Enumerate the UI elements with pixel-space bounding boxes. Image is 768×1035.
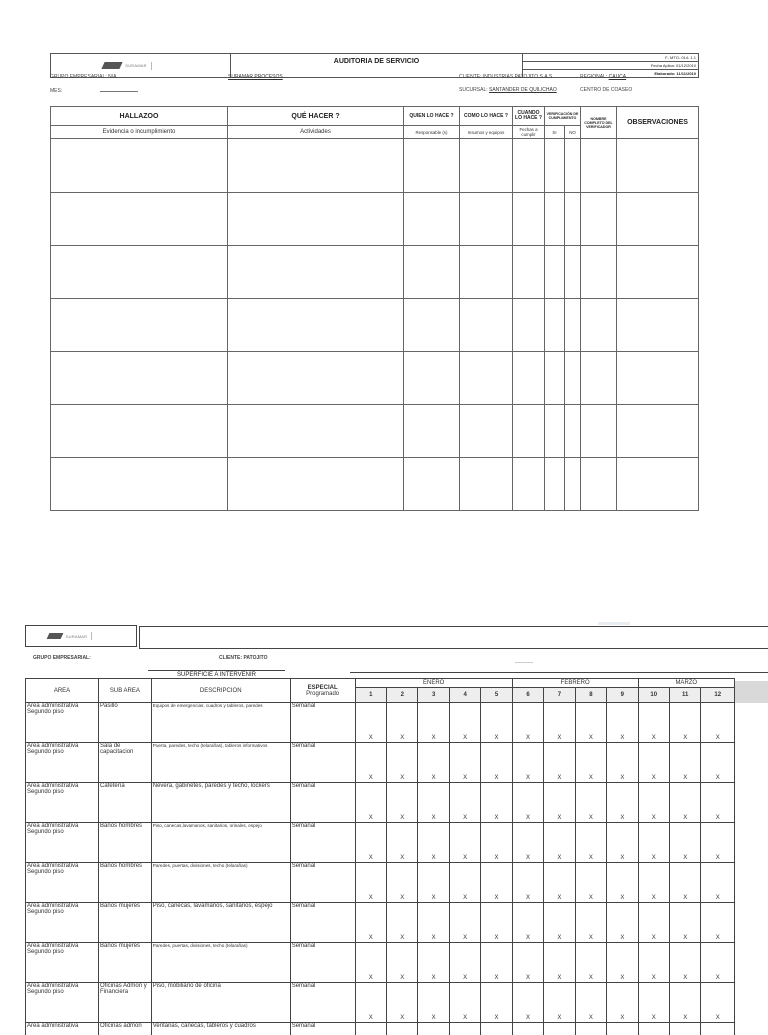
audit-cell-fechas[interactable] xyxy=(513,299,545,352)
schedule-description: Equipos de emergencias, cuadros y tableros, paredes xyxy=(151,703,290,743)
schedule-mark[interactable]: X xyxy=(449,783,480,823)
month-enero: ENERO xyxy=(355,679,512,688)
schedule-mark[interactable]: X xyxy=(669,743,700,783)
schedule-row xyxy=(26,983,735,1023)
schedule-area: Área administrativa Segundo piso xyxy=(26,983,99,1023)
schedule-mark[interactable] xyxy=(512,1023,543,1035)
audit-cell-si[interactable] xyxy=(545,139,565,193)
audit-cell-insumos[interactable] xyxy=(460,193,513,246)
schedule-mark[interactable]: X xyxy=(575,863,606,903)
col-que-hacer: QUÉ HACER ? xyxy=(228,107,404,126)
schedule-mark[interactable]: X xyxy=(701,863,735,903)
sub-evidencia: Evidencia o incumplimiento xyxy=(51,126,228,139)
schedule-description: Piso, mobiliario de oficina xyxy=(151,983,290,1023)
col-verificacion: VERIFICACIÓN DE CUMPLIMIENTO xyxy=(545,107,581,126)
schedule-frequency: Semanal xyxy=(290,863,355,903)
audit-cell-verificador[interactable] xyxy=(581,299,617,352)
audit-cell-no[interactable] xyxy=(565,193,581,246)
schedule-mark[interactable]: X xyxy=(387,943,418,983)
logo-wordmark: SURAMAR xyxy=(125,63,147,68)
audit-cell-observaciones[interactable] xyxy=(617,246,699,299)
schedule-mark[interactable]: X xyxy=(387,703,418,743)
schedule-title-box xyxy=(139,626,768,649)
schedule-mark[interactable]: X xyxy=(512,703,543,743)
logo-icon xyxy=(102,62,123,69)
audit-cell-no[interactable] xyxy=(565,246,581,299)
schedule-client-label: CLIENTE: PATOJITO xyxy=(219,655,268,661)
schedule-mark[interactable]: X xyxy=(638,903,669,943)
audit-cell-verificador[interactable] xyxy=(581,405,617,458)
audit-cell-insumos[interactable] xyxy=(460,246,513,299)
audit-row xyxy=(51,299,699,352)
schedule-mark[interactable]: X xyxy=(669,983,700,1023)
schedule-logo-wordmark: SURAMAR xyxy=(65,633,88,639)
audit-cell-si[interactable] xyxy=(545,193,565,246)
audit-cell-responsable[interactable] xyxy=(404,352,460,405)
schedule-mark[interactable]: X xyxy=(387,863,418,903)
schedule-mark[interactable]: X xyxy=(544,743,575,783)
schedule-mark[interactable]: X xyxy=(387,823,418,863)
schedule-mark[interactable]: X xyxy=(669,903,700,943)
schedule-mark[interactable]: X xyxy=(449,743,480,783)
month-febrero: FEBRERO xyxy=(512,679,638,688)
schedule-description: Ventanas, canecas, tableros y cuadros xyxy=(151,1023,290,1035)
schedule-area: Área administrativa Segundo piso xyxy=(26,703,99,743)
schedule-mark[interactable]: X xyxy=(418,783,449,823)
schedule-mark[interactable]: X xyxy=(575,783,606,823)
schedule-mark[interactable]: X xyxy=(701,903,735,943)
schedule-mark[interactable]: X xyxy=(355,743,386,783)
schedule-sub-area: Cafetería xyxy=(99,783,152,823)
schedule-header xyxy=(25,625,137,647)
schedule-mark[interactable]: X xyxy=(481,903,512,943)
schedule-mark[interactable]: X xyxy=(481,863,512,903)
schedule-mark[interactable]: X xyxy=(449,823,480,863)
audit-cell-actividades[interactable] xyxy=(228,139,404,193)
schedule-mark[interactable]: X xyxy=(355,983,386,1023)
schedule-description: Paredes, puertas, divisiones, techo (telarañas) xyxy=(151,863,290,903)
applied-date: Fecha Aplica: 01/12/2010 xyxy=(523,62,698,70)
col-hallazgo: HALLAZOO xyxy=(51,107,228,126)
schedule-mark[interactable] xyxy=(355,1023,386,1035)
schedule-mark[interactable]: X xyxy=(701,703,735,743)
audit-cell-fechas[interactable] xyxy=(513,193,545,246)
audit-cell-fechas[interactable] xyxy=(513,458,545,511)
schedule-mark[interactable]: X xyxy=(544,903,575,943)
audit-cell-responsable[interactable] xyxy=(404,139,460,193)
schedule-mark[interactable]: X xyxy=(512,783,543,823)
schedule-row xyxy=(26,823,735,863)
schedule-row xyxy=(26,943,735,983)
month-label: MES: xyxy=(50,88,63,94)
schedule-row xyxy=(26,703,735,743)
header-highlight xyxy=(598,622,630,625)
schedule-mark[interactable]: X xyxy=(701,823,735,863)
schedule-mark[interactable]: X xyxy=(638,863,669,903)
schedule-mark[interactable]: X xyxy=(418,863,449,903)
schedule-description: Nevera, gabinetes, paredes y techo, lockers xyxy=(151,783,290,823)
cost-center-field xyxy=(580,87,632,93)
week-number: 8 xyxy=(575,688,606,703)
audit-row xyxy=(51,139,699,193)
schedule-description: Puerta, paredes, techo (telarañas), tableros informativos xyxy=(151,743,290,783)
audit-cell-hallazgo[interactable] xyxy=(51,246,228,299)
header-sub-area: SUB AREA xyxy=(99,679,152,703)
schedule-sub-area: Pasillo xyxy=(99,703,152,743)
schedule-sub-area: Baños mujeres xyxy=(99,943,152,983)
schedule-mark[interactable]: X xyxy=(575,743,606,783)
sub-si: SI xyxy=(545,126,565,139)
schedule-area: Área administrativa Segundo piso xyxy=(26,863,99,903)
schedule-mark[interactable]: X xyxy=(701,983,735,1023)
schedule-logo-cell xyxy=(26,626,137,647)
schedule-mark[interactable]: X xyxy=(701,743,735,783)
process-label xyxy=(228,74,283,80)
audit-row xyxy=(51,193,699,246)
schedule-frequency: Semanal xyxy=(290,703,355,743)
document-code: F- MTO- 014- 1.1 xyxy=(523,54,698,62)
schedule-mark[interactable]: X xyxy=(418,743,449,783)
audit-cell-verificador[interactable] xyxy=(581,193,617,246)
month-blank[interactable] xyxy=(100,87,138,92)
schedule-table xyxy=(25,678,735,1035)
audit-cell-si[interactable] xyxy=(545,246,565,299)
audit-cell-insumos[interactable] xyxy=(460,458,513,511)
schedule-mark[interactable]: X xyxy=(575,983,606,1023)
header-area: AREA xyxy=(26,679,99,703)
week-number: 9 xyxy=(607,688,638,703)
schedule-frequency: Semanal xyxy=(290,1023,355,1035)
schedule-mark[interactable]: X xyxy=(669,823,700,863)
schedule-area: Área administrativa xyxy=(26,1023,99,1035)
col-como: COMO LO HACE ? xyxy=(460,107,513,126)
month-field xyxy=(50,87,138,94)
divider-line xyxy=(515,662,533,663)
audit-row xyxy=(51,352,699,405)
schedule-mark[interactable]: X xyxy=(355,703,386,743)
schedule-mark[interactable]: X xyxy=(607,743,638,783)
sub-actividades: Actividades xyxy=(228,126,404,139)
schedule-frequency: Semanal xyxy=(290,983,355,1023)
audit-cell-actividades[interactable] xyxy=(228,405,404,458)
month-marzo: MARZO xyxy=(638,679,734,688)
schedule-mark[interactable]: X xyxy=(544,823,575,863)
schedule-sheet xyxy=(25,625,768,1029)
schedule-mark[interactable]: X xyxy=(355,823,386,863)
schedule-mark[interactable] xyxy=(638,1023,669,1035)
schedule-mark[interactable]: X xyxy=(481,983,512,1023)
audit-cell-si[interactable] xyxy=(545,352,565,405)
schedule-mark[interactable]: X xyxy=(449,943,480,983)
audit-cell-responsable[interactable] xyxy=(404,458,460,511)
schedule-mark[interactable]: X xyxy=(387,983,418,1023)
schedule-mark[interactable]: X xyxy=(449,903,480,943)
schedule-mark[interactable] xyxy=(669,1023,700,1035)
week-number: 11 xyxy=(669,688,700,703)
schedule-mark[interactable]: X xyxy=(575,943,606,983)
audit-cell-no[interactable] xyxy=(565,352,581,405)
header-especial xyxy=(290,679,355,703)
schedule-mark[interactable]: X xyxy=(701,943,735,983)
schedule-row xyxy=(26,1023,735,1035)
schedule-mark[interactable]: X xyxy=(544,943,575,983)
audit-cell-responsable[interactable] xyxy=(404,405,460,458)
schedule-mark[interactable]: X xyxy=(449,863,480,903)
schedule-mark[interactable]: X xyxy=(669,943,700,983)
schedule-sub-area: Sala de capacitacion xyxy=(99,743,152,783)
audit-cell-verificador[interactable] xyxy=(581,139,617,193)
audit-cell-no[interactable] xyxy=(565,405,581,458)
header-especial-text: ESPECIAL xyxy=(307,684,338,691)
schedule-mark[interactable]: X xyxy=(387,743,418,783)
audit-cell-actividades[interactable] xyxy=(228,299,404,352)
audit-cell-fechas[interactable] xyxy=(513,405,545,458)
schedule-mark[interactable]: X xyxy=(512,863,543,903)
sub-fechas: Fechas a cumplir xyxy=(513,126,545,139)
schedule-logo xyxy=(27,627,135,645)
schedule-sub-area: Baños hombres xyxy=(99,863,152,903)
audit-cell-hallazgo[interactable] xyxy=(51,352,228,405)
regional-field xyxy=(580,74,626,80)
client-label: CLIENTE: xyxy=(459,74,482,80)
audit-cell-hallazgo[interactable] xyxy=(51,299,228,352)
col-cuando: CUANDO LO HACE ? xyxy=(513,107,545,126)
schedule-mark[interactable]: X xyxy=(418,823,449,863)
schedule-mark[interactable] xyxy=(607,1023,638,1035)
form-title-text: AUDITORIA DE SERVICIO xyxy=(333,58,420,65)
audit-cell-observaciones[interactable] xyxy=(617,352,699,405)
audit-cell-observaciones[interactable] xyxy=(617,193,699,246)
schedule-mark[interactable]: X xyxy=(418,903,449,943)
audit-cell-no[interactable] xyxy=(565,299,581,352)
superficie-text: SUPERFICIE A INTERVENIR xyxy=(177,672,256,678)
audit-row xyxy=(51,246,699,299)
audit-cell-actividades[interactable] xyxy=(228,352,404,405)
schedule-mark[interactable]: X xyxy=(512,903,543,943)
schedule-row xyxy=(26,743,735,783)
prepared-date: Elaborado: 11/11/2010 xyxy=(654,71,696,76)
schedule-mark[interactable] xyxy=(481,1023,512,1035)
schedule-mark[interactable]: X xyxy=(638,823,669,863)
audit-cell-actividades[interactable] xyxy=(228,246,404,299)
schedule-mark[interactable]: X xyxy=(607,903,638,943)
schedule-mark[interactable]: X xyxy=(512,983,543,1023)
week-number: 5 xyxy=(481,688,512,703)
overflow-column-tab xyxy=(735,681,768,703)
week-number: 6 xyxy=(512,688,543,703)
schedule-sub-area: Oficinas Admon y Financiera xyxy=(99,983,152,1023)
schedule-mark[interactable]: X xyxy=(481,703,512,743)
schedule-mark[interactable]: X xyxy=(607,703,638,743)
audit-cell-verificador[interactable] xyxy=(581,246,617,299)
col-quien: QUIEN LO HACE ? xyxy=(404,107,460,126)
process-value: SURAMAR PROCESOS xyxy=(228,74,283,80)
col-nombre-verificador: NOMBRE COMPLETO DEL VERIFICADOR xyxy=(581,107,617,139)
schedule-description: Piso, canecas,lavamanos, sanitarios, orinales, espejo xyxy=(151,823,290,863)
audit-cell-responsable[interactable] xyxy=(404,246,460,299)
schedule-frequency: Semanal xyxy=(290,903,355,943)
audit-cell-actividades[interactable] xyxy=(228,458,404,511)
schedule-description: Paredes, puertas, divisiones, techo (telarañas) xyxy=(151,943,290,983)
header-descripcion: DESCRIPCION xyxy=(151,679,290,703)
schedule-mark[interactable]: X xyxy=(669,863,700,903)
schedule-frequency: Semanal xyxy=(290,823,355,863)
audit-cell-fechas[interactable] xyxy=(513,139,545,193)
audit-cell-observaciones[interactable] xyxy=(617,139,699,193)
schedule-mark[interactable]: X xyxy=(544,983,575,1023)
schedule-mark[interactable]: X xyxy=(449,983,480,1023)
schedule-mark[interactable]: X xyxy=(638,983,669,1023)
schedule-frequency: Semanal xyxy=(290,743,355,783)
audit-cell-no[interactable] xyxy=(565,139,581,193)
schedule-mark[interactable]: X xyxy=(544,783,575,823)
regional-value: CAUCA xyxy=(608,74,627,80)
schedule-mark[interactable]: X xyxy=(544,863,575,903)
schedule-mark[interactable] xyxy=(701,1023,735,1035)
audit-cell-actividades[interactable] xyxy=(228,193,404,246)
audit-cell-insumos[interactable] xyxy=(460,299,513,352)
schedule-mark[interactable]: X xyxy=(638,703,669,743)
schedule-area: Área administrativa Segundo piso xyxy=(26,903,99,943)
schedule-mark[interactable]: X xyxy=(701,783,735,823)
schedule-mark[interactable]: X xyxy=(355,903,386,943)
schedule-mark[interactable] xyxy=(575,1023,606,1035)
schedule-mark[interactable]: X xyxy=(355,783,386,823)
schedule-sub-area: Baños mujeres xyxy=(99,903,152,943)
schedule-mark[interactable]: X xyxy=(607,823,638,863)
week-number: 12 xyxy=(701,688,735,703)
branch-label: SUCURSAL: xyxy=(459,87,488,93)
schedule-mark[interactable]: X xyxy=(481,943,512,983)
schedule-mark[interactable]: X xyxy=(607,783,638,823)
audit-cell-insumos[interactable] xyxy=(460,139,513,193)
audit-cell-insumos[interactable] xyxy=(460,352,513,405)
audit-cell-si[interactable] xyxy=(545,405,565,458)
audit-cell-verificador[interactable] xyxy=(581,352,617,405)
schedule-mark[interactable]: X xyxy=(638,743,669,783)
week-number: 7 xyxy=(544,688,575,703)
schedule-mark[interactable]: X xyxy=(512,743,543,783)
audit-cell-insumos[interactable] xyxy=(460,405,513,458)
schedule-mark[interactable]: X xyxy=(418,943,449,983)
schedule-description: Piso, canecas, lavamanos, sanitarios, espejo xyxy=(151,903,290,943)
schedule-frequency: Semanal xyxy=(290,783,355,823)
audit-cell-fechas[interactable] xyxy=(513,246,545,299)
schedule-sub-area: Oficinas admon xyxy=(99,1023,152,1035)
audit-cell-observaciones[interactable] xyxy=(617,299,699,352)
audit-cell-observaciones[interactable] xyxy=(617,458,699,511)
audit-cell-fechas[interactable] xyxy=(513,352,545,405)
schedule-mark[interactable]: X xyxy=(387,903,418,943)
schedule-mark[interactable]: X xyxy=(575,903,606,943)
schedule-mark[interactable]: X xyxy=(355,863,386,903)
schedule-mark[interactable]: X xyxy=(481,823,512,863)
schedule-row xyxy=(26,783,735,823)
schedule-mark[interactable]: X xyxy=(512,943,543,983)
week-number: 10 xyxy=(638,688,669,703)
schedule-mark[interactable]: X xyxy=(638,783,669,823)
schedule-mark[interactable]: X xyxy=(449,703,480,743)
branch-field xyxy=(459,87,557,93)
sub-insumos: Insumos y equipos xyxy=(460,126,513,139)
schedule-frequency: Semanal xyxy=(290,943,355,983)
schedule-mark[interactable]: X xyxy=(669,783,700,823)
calendar-top-rule xyxy=(350,672,768,673)
schedule-area: Área administrativa Segundo piso xyxy=(26,823,99,863)
schedule-area: Área administrativa Segundo piso xyxy=(26,783,99,823)
schedule-mark[interactable]: X xyxy=(638,943,669,983)
schedule-mark[interactable]: X xyxy=(481,783,512,823)
schedule-mark[interactable]: X xyxy=(418,983,449,1023)
group-label: GRUPO EMPRESARIAL: N/A xyxy=(50,74,117,80)
audit-cell-hallazgo[interactable] xyxy=(51,193,228,246)
week-number: 1 xyxy=(355,688,386,703)
schedule-mark[interactable]: X xyxy=(544,703,575,743)
schedule-mark[interactable]: X xyxy=(512,823,543,863)
schedule-mark[interactable] xyxy=(418,1023,449,1035)
sub-no: NO xyxy=(565,126,581,139)
branch-value: SANTANDER DE QUILICHAO xyxy=(489,87,557,93)
audit-cell-hallazgo[interactable] xyxy=(51,405,228,458)
schedule-mark[interactable] xyxy=(449,1023,480,1035)
audit-table xyxy=(50,106,699,511)
header-programado-text: Programado xyxy=(306,690,340,697)
schedule-mark[interactable]: X xyxy=(418,703,449,743)
schedule-mark[interactable]: X xyxy=(607,983,638,1023)
schedule-area: Área administrativa Segundo piso xyxy=(26,743,99,783)
regional-label: REGIONAL: xyxy=(580,74,608,80)
schedule-mark[interactable]: X xyxy=(669,703,700,743)
schedule-row xyxy=(26,903,735,943)
audit-row xyxy=(51,458,699,511)
schedule-group-label: GRUPO EMPRESARIAL: xyxy=(33,655,91,661)
schedule-row xyxy=(26,863,735,903)
audit-cell-verificador[interactable] xyxy=(581,458,617,511)
audit-cell-si[interactable] xyxy=(545,458,565,511)
audit-cell-hallazgo[interactable] xyxy=(51,139,228,193)
schedule-mark[interactable]: X xyxy=(575,703,606,743)
sub-responsable: Responsable (s) xyxy=(404,126,460,139)
audit-cell-responsable[interactable] xyxy=(404,299,460,352)
audit-form xyxy=(50,53,698,513)
col-observaciones: OBSERVACIONES xyxy=(617,107,699,139)
schedule-mark[interactable]: X xyxy=(387,783,418,823)
audit-cell-hallazgo[interactable] xyxy=(51,458,228,511)
schedule-mark[interactable]: X xyxy=(481,743,512,783)
schedule-mark[interactable]: X xyxy=(575,823,606,863)
schedule-mark[interactable]: X xyxy=(355,943,386,983)
schedule-mark[interactable]: X xyxy=(607,863,638,903)
week-number: 3 xyxy=(418,688,449,703)
week-number: 4 xyxy=(449,688,480,703)
audit-cell-no[interactable] xyxy=(565,458,581,511)
audit-cell-observaciones[interactable] xyxy=(617,405,699,458)
audit-cell-si[interactable] xyxy=(545,299,565,352)
week-number: 2 xyxy=(387,688,418,703)
schedule-logo-icon xyxy=(46,633,63,639)
client-value: INDUSTRIAS PATOJITO S.A.S xyxy=(482,74,553,80)
schedule-mark[interactable] xyxy=(544,1023,575,1035)
schedule-sub-area: Baños hombres xyxy=(99,823,152,863)
schedule-mark[interactable] xyxy=(387,1023,418,1035)
audit-row xyxy=(51,405,699,458)
audit-cell-responsable[interactable] xyxy=(404,193,460,246)
cost-center-label: CENTRO DE COASEO xyxy=(580,87,633,93)
schedule-mark[interactable]: X xyxy=(607,943,638,983)
client-field xyxy=(459,74,552,80)
schedule-area: Área administrativa Segundo piso xyxy=(26,943,99,983)
